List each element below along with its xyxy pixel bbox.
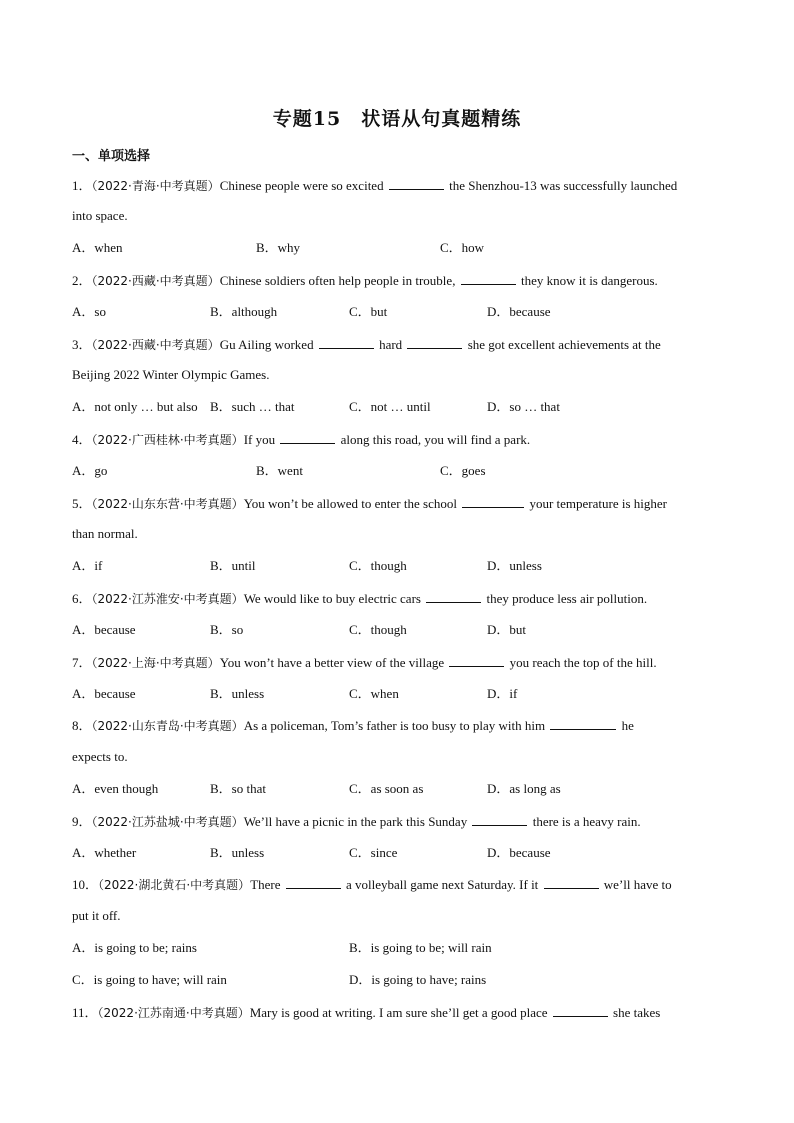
- option-b: B．so: [210, 622, 244, 637]
- options-3: [72, 399, 732, 415]
- question-number: 9．: [72, 814, 92, 829]
- question-text: As a policeman, Tom’s father is too busy to play with him: [243, 718, 549, 733]
- answer-blank: [286, 876, 341, 889]
- options-4: [72, 463, 732, 479]
- question-source: （2022·山东青岛·中考真题）: [91, 719, 244, 733]
- question-1-continuation: into space.: [72, 208, 128, 223]
- options-10-row-2: [72, 972, 732, 988]
- question-text: We’ll have a picnic in the park this Sunday: [243, 814, 471, 829]
- question-8: [72, 717, 732, 734]
- question-source: （2022·广西桂林·中考真题）: [91, 433, 244, 447]
- question-text: she got excellent achievements at the: [464, 337, 661, 352]
- question-4: [72, 431, 732, 448]
- question-text: You won’t have a better view of the village: [219, 655, 448, 670]
- answer-blank: [319, 336, 374, 349]
- question-text: hard: [375, 337, 406, 352]
- option-b: B．went: [256, 463, 303, 478]
- answer-blank: [550, 717, 616, 730]
- option-c: C．is going to have; will rain: [72, 972, 227, 987]
- question-source: （2022·江苏淮安·中考真题）: [91, 592, 244, 606]
- option-c: C．goes: [440, 463, 486, 478]
- option-c: C．not … until: [349, 399, 431, 414]
- question-source: （2022·江苏南通·中考真题）: [97, 1006, 250, 1020]
- answer-blank: [449, 654, 504, 667]
- question-number: 11．: [72, 1005, 98, 1020]
- option-a: A．even though: [72, 781, 159, 796]
- answer-blank: [553, 1004, 608, 1017]
- question-text: they know it is dangerous.: [517, 273, 658, 288]
- option-b: B．so that: [210, 781, 266, 796]
- question-text: we’ll have to: [600, 877, 672, 892]
- option-c: C．as soon as: [349, 781, 424, 796]
- option-d: D．if: [487, 686, 518, 701]
- question-number: 1．: [72, 178, 92, 193]
- option-a: A．not only … but also: [72, 399, 198, 414]
- question-text: Mary is good at writing. I am sure she’ll get a good place: [249, 1005, 551, 1020]
- option-b: B．although: [210, 304, 278, 319]
- option-d: D．but: [487, 622, 527, 637]
- question-text: he: [618, 718, 634, 733]
- question-11: [72, 1004, 732, 1021]
- options-2: [72, 304, 732, 320]
- option-b: B．is going to be; will rain: [349, 940, 492, 955]
- option-a: A．is going to be; rains: [72, 940, 197, 955]
- answer-blank: [407, 336, 462, 349]
- option-d: D．because: [487, 845, 551, 860]
- question-text: along this road, you will find a park.: [337, 432, 531, 447]
- options-1: [72, 240, 732, 256]
- question-text: she takes: [609, 1005, 661, 1020]
- question-number: 8．: [72, 718, 92, 733]
- question-7: [72, 654, 732, 671]
- options-9: [72, 845, 732, 861]
- question-text: Chinese people were so excited: [219, 178, 387, 193]
- options-6: [72, 622, 732, 638]
- question-10-continuation: put it off.: [72, 908, 121, 923]
- question-number: 7．: [72, 655, 92, 670]
- option-c: C．how: [440, 240, 485, 255]
- option-c: C．though: [349, 622, 407, 637]
- question-10: [72, 876, 732, 893]
- question-text: Chinese soldiers often help people in trouble,: [219, 273, 459, 288]
- question-source: （2022·西藏·中考真题）: [91, 338, 220, 352]
- question-8-continuation: expects to.: [72, 749, 128, 764]
- option-c: C．but: [349, 304, 388, 319]
- question-5: [72, 495, 732, 512]
- question-text: your temperature is higher: [526, 496, 668, 511]
- question-source: （2022·青海·中考真题）: [91, 179, 220, 193]
- option-b: B．why: [256, 240, 301, 255]
- option-b: B．unless: [210, 845, 265, 860]
- options-8: [72, 781, 732, 797]
- answer-blank: [426, 590, 481, 603]
- options-7: [72, 686, 732, 702]
- option-d: D．is going to have; rains: [349, 972, 487, 987]
- question-number: 3．: [72, 337, 92, 352]
- section-heading: 一、单项选择: [72, 149, 151, 164]
- question-3-continuation: Beijing 2022 Winter Olympic Games.: [72, 367, 270, 382]
- question-source: （2022·山东东营·中考真题）: [91, 497, 244, 511]
- option-a: A．if: [72, 558, 103, 573]
- question-text: Gu Ailing worked: [219, 337, 317, 352]
- option-a: A．whether: [72, 845, 137, 860]
- question-text: the Shenzhou-13 was successfully launched: [445, 178, 678, 193]
- answer-blank: [461, 272, 516, 285]
- question-text: a volleyball game next Saturday. If it: [342, 877, 542, 892]
- question-text: they produce less air pollution.: [483, 591, 648, 606]
- option-c: C．since: [349, 845, 398, 860]
- question-1: [72, 177, 732, 194]
- question-text: We would like to buy electric cars: [243, 591, 425, 606]
- question-text: you reach the top of the hill.: [506, 655, 657, 670]
- question-number: 5．: [72, 496, 92, 511]
- question-number: 6．: [72, 591, 92, 606]
- question-6: [72, 590, 732, 607]
- question-text: You won’t be allowed to enter the school: [243, 496, 461, 511]
- option-a: A．go: [72, 463, 108, 478]
- question-number: 2．: [72, 273, 92, 288]
- question-9: [72, 813, 732, 830]
- question-3: [72, 336, 732, 353]
- question-text: There: [250, 877, 284, 892]
- option-d: D．as long as: [487, 781, 561, 796]
- question-number: 4．: [72, 432, 92, 447]
- question-2: [72, 272, 732, 289]
- question-source: （2022·上海·中考真题）: [91, 656, 220, 670]
- option-d: D．because: [487, 304, 551, 319]
- question-text: If you: [243, 432, 279, 447]
- option-b: B．such … that: [210, 399, 295, 414]
- question-number: 10．: [72, 877, 99, 892]
- page-title: 专题15 状语从句真题精练: [272, 108, 522, 130]
- option-d: D．so … that: [487, 399, 560, 414]
- answer-blank: [544, 876, 599, 889]
- question-text: there is a heavy rain.: [529, 814, 641, 829]
- option-d: D．unless: [487, 558, 542, 573]
- answer-blank: [462, 495, 524, 508]
- options-5: [72, 558, 732, 574]
- option-a: A．when: [72, 240, 123, 255]
- question-source: （2022·湖北黄石·中考真题）: [98, 878, 251, 892]
- option-a: A．because: [72, 622, 136, 637]
- option-b: B．unless: [210, 686, 265, 701]
- options-10-row-1: [72, 940, 732, 956]
- question-source: （2022·西藏·中考真题）: [91, 274, 220, 288]
- answer-blank: [472, 813, 527, 826]
- question-5-continuation: than normal.: [72, 526, 138, 541]
- option-c: C．though: [349, 558, 407, 573]
- answer-blank: [389, 177, 444, 190]
- option-a: A．because: [72, 686, 136, 701]
- option-c: C．when: [349, 686, 399, 701]
- option-b: B．until: [210, 558, 256, 573]
- question-source: （2022·江苏盐城·中考真题）: [91, 815, 244, 829]
- answer-blank: [280, 431, 335, 444]
- option-a: A．so: [72, 304, 106, 319]
